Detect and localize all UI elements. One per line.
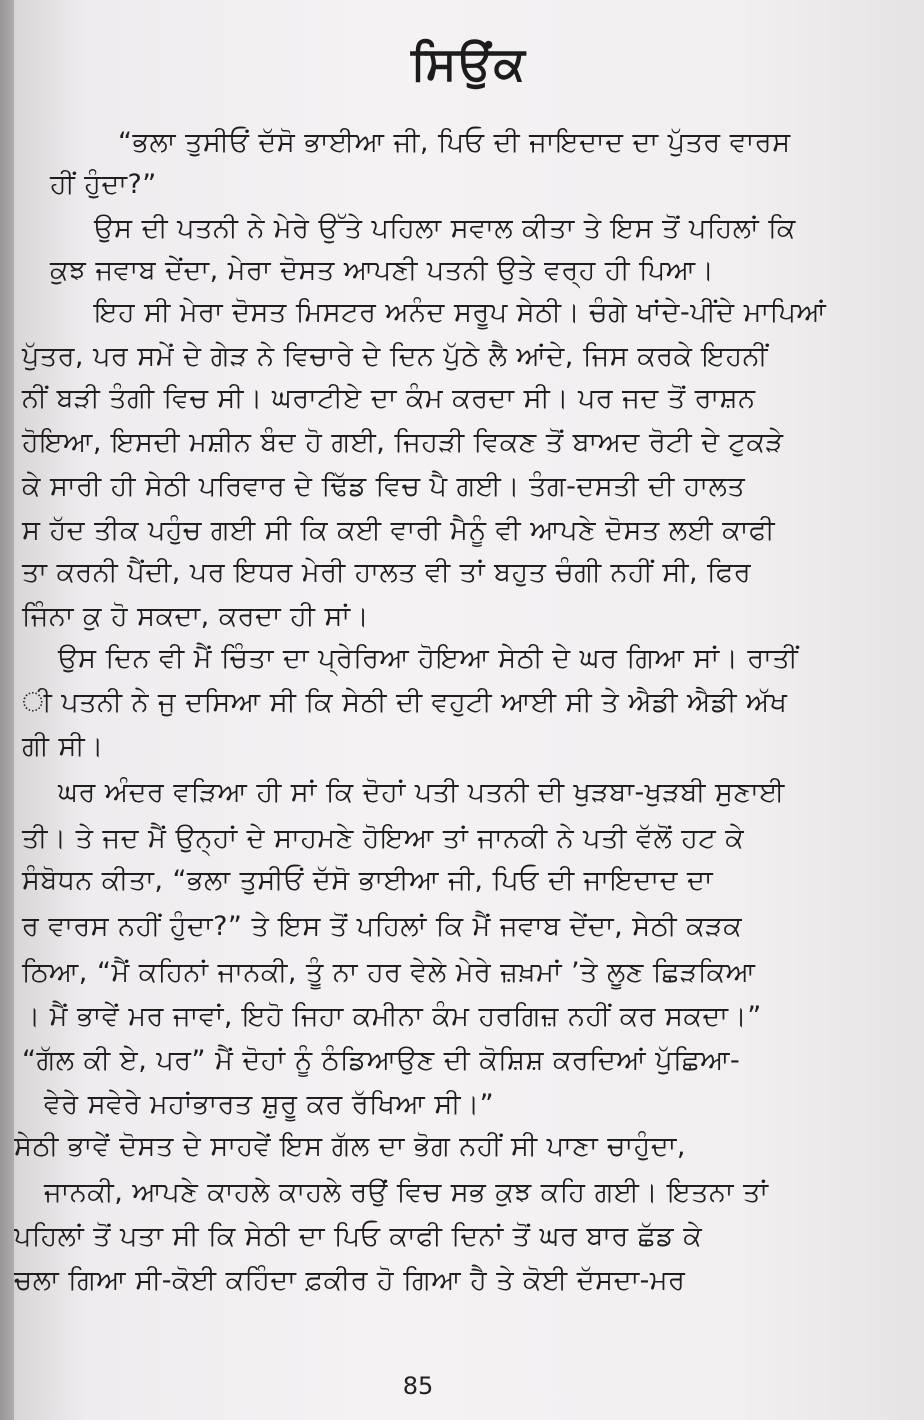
text-line: ਜਾਨਕੀ, ਆਪਣੇ ਕਾਹਲੇ ਕਾਹਲੇ ਰਉਂ ਵਿਚ ਸਭ ਕੁਝ ਕਹਿ ਗਈ। ਇਤਨਾ ਤਾਂ — [44, 1177, 769, 1208]
body-text — [14, 0, 924, 1380]
text-line: ਚਲਾ ਗਿਆ ਸੀ-ਕੋਈ ਕਹਿੰਦਾ ਫ਼ਕੀਰ ਹੋ ਗਿਆ ਹੈ ਤੇ ਕੋਈ ਦੱਸਦਾ-ਮਰ — [14, 1265, 686, 1296]
text-line: ਕੇ ਸਾਰੀ ਹੀ ਸੇਠੀ ਪਰਿਵਾਰ ਦੇ ਢਿੱਡ ਵਿਚ ਪੈ ਗਈ। ਤੰਗ-ਦਸਤੀ ਦੀ ਹਾਲਤ — [22, 471, 746, 502]
text-line: ਜਿੰਨਾ ਕੁ ਹੋ ਸਕਦਾ, ਕਰਦਾ ਹੀ ਸਾਂ। — [22, 601, 370, 632]
page-title: ਸਿਉਂਕ — [410, 36, 528, 90]
text-line: ਤਾ ਕਰਨੀ ਪੈਂਦੀ, ਪਰ ਇਧਰ ਮੇਰੀ ਹਾਲਤ ਵੀ ਤਾਂ ਬਹੁਤ ਚੰਗੀ ਨਹੀਂ ਸੀ, ਫਿਰ — [22, 557, 752, 588]
text-line: “ਗੱਲ ਕੀ ਏ, ਪਰ” ਮੈਂ ਦੋਹਾਂ ਨੂੰ ਠੰਡਿਆਉਣ ਦੀ ਕੋਸ਼ਿਸ਼ ਕਰਦਿਆਂ ਪੁੱਛਿਆ- — [22, 1045, 741, 1076]
text-line: ਸੰਬੋਧਨ ਕੀਤਾ, “ਭਲਾ ਤੁਸੀਓਂ ਦੱਸੋ ਭਾਈਆ ਜੀ, ਪਿਓ ਦੀ ਜਾਇਦਾਦ ਦਾ — [22, 865, 714, 896]
text-line: ਉਸ ਦੀ ਪਤਨੀ ਨੇ ਮੇਰੇ ਉੱਤੇ ਪਹਿਲਾ ਸਵਾਲ ਕੀਤਾ ਤੇ ਇਸ ਤੋਂ ਪਹਿਲਾਂ ਕਿ — [94, 213, 796, 244]
text-line: “ਭਲਾ ਤੁਸੀਓਂ ਦੱਸੋ ਭਾਈਆ ਜੀ, ਪਿਓ ਦੀ ਜਾਇਦਾਦ ਦਾ ਪੁੱਤਰ ਵਾਰਸ — [118, 127, 791, 158]
text-line: ਸ ਹੱਦ ਤੀਕ ਪਹੁੰਚ ਗਈ ਸੀ ਕਿ ਕਈ ਵਾਰੀ ਮੈਨੂੰ ਵੀ ਆਪਣੇ ਦੋਸਤ ਲਈ ਕਾਫੀ — [22, 515, 776, 546]
text-line: ਸੇਠੀ ਭਾਵੇਂ ਦੋਸਤ ਦੇ ਸਾਹਵੇਂ ਇਸ ਗੱਲ ਦਾ ਭੋਗ ਨਹੀਂ ਸੀ ਪਾਣਾ ਚਾਹੁੰਦਾ, — [14, 1131, 686, 1162]
text-line: ਰ ਵਾਰਸ ਨਹੀਂ ਹੁੰਦਾ?” ਤੇ ਇਸ ਤੋਂ ਪਹਿਲਾਂ ਕਿ ਮੈਂ ਜਵਾਬ ਦੇਂਦਾ, ਸੇਠੀ ਕੜਕ — [22, 911, 743, 942]
text-line: ਇਹ ਸੀ ਮੇਰਾ ਦੋਸਤ ਮਿਸਟਰ ਅਨੰਦ ਸਰੂਪ ਸੇਠੀ। ਚੰਗੇ ਖਾਂਦੇ-ਪੀਂਦੇ ਮਾਪਿਆਂ — [94, 297, 827, 328]
text-line: ਉਸ ਦਿਨ ਵੀ ਮੈਂ ਚਿੰਤਾ ਦਾ ਪ੍ਰੇਰਿਆ ਹੋਇਆ ਸੇਠੀ ਦੇ ਘਰ ਗਿਆ ਸਾਂ। ਰਾਤੀਂ — [58, 643, 799, 674]
text-line: ਘਰ ਅੰਦਰ ਵੜਿਆ ਹੀ ਸਾਂ ਕਿ ਦੋਹਾਂ ਪਤੀ ਪਤਨੀ ਦੀ ਖੁੜਬਾ-ਖੁੜਬੀ ਸੁਣਾਈ — [58, 777, 785, 808]
page-number: 85 — [402, 1372, 434, 1400]
text-line: ੀ ਪਤਨੀ ਨੇ ਜੁ ਦਸਿਆ ਸੀ ਕਿ ਸੇਠੀ ਦੀ ਵਹੁਟੀ ਆਈ ਸੀ ਤੇ ਐਡੀ ਐਡੀ ਅੱਖ — [22, 687, 788, 718]
text-line: ਕੁਝ ਜਵਾਬ ਦੇਂਦਾ, ਮੇਰਾ ਦੋਸਤ ਆਪਣੀ ਪਤਨੀ ਉਤੇ ਵਰ੍ਹ ਹੀ ਪਿਆ। — [50, 255, 715, 286]
text-line: । ਮੈਂ ਭਾਵੇਂ ਮਰ ਜਾਵਾਂ, ਇਹੋ ਜਿਹਾ ਕਮੀਨਾ ਕੰਮ ਹਰਗਿਜ਼ ਨਹੀਂ ਕਰ ਸਕਦਾ।” — [22, 1001, 762, 1032]
text-line: ਗੀ ਸੀ। — [22, 731, 104, 762]
text-line: ਤੀ। ਤੇ ਜਦ ਮੈਂ ਉਨ੍ਹਾਂ ਦੇ ਸਾਹਮਣੇ ਹੋਇਆ ਤਾਂ ਜਾਨਕੀ ਨੇ ਪਤੀ ਵੱਲੋਂ ਹਟ ਕੇ — [22, 823, 745, 854]
text-line: ਪੁੱਤਰ, ਪਰ ਸਮੇਂ ਦੇ ਗੇੜ ਨੇ ਵਿਚਾਰੇ ਦੇ ਦਿਨ ਪੁੱਠੇ ਲੈ ਆਂਦੇ, ਜਿਸ ਕਰਕੇ ਇਹਨੀਂ — [22, 341, 769, 372]
text-line: ਹੋਇਆ, ਇਸਦੀ ਮਸ਼ੀਨ ਬੰਦ ਹੋ ਗਈ, ਜਿਹੜੀ ਵਿਕਣ ਤੋਂ ਬਾਅਦ ਰੋਟੀ ਦੇ ਟੁਕੜੇ — [22, 427, 784, 458]
text-line: ਠਿਆ, “ਮੈਂ ਕਹਿਨਾਂ ਜਾਨਕੀ, ਤੂੰ ਨਾ ਹਰ ਵੇਲੇ ਮੇਰੇ ਜ਼ਖ਼ਮਾਂ ’ਤੇ ਲੂਣ ਛਿੜਕਿਆ — [22, 957, 756, 988]
text-line: ਵੇਰੇ ਸਵੇਰੇ ਮਹਾਂਭਾਰਤ ਸ਼ੁਰੂ ਕਰ ਰੱਖਿਆ ਸੀ।” — [44, 1089, 495, 1120]
text-line: ਹੀਂ ਹੁੰਦਾ?” — [50, 169, 157, 200]
book-page — [14, 0, 924, 1420]
text-line: ਪਹਿਲਾਂ ਤੋਂ ਪਤਾ ਸੀ ਕਿ ਸੇਠੀ ਦਾ ਪਿਓ ਕਾਫੀ ਦਿਨਾਂ ਤੋਂ ਘਰ ਬਾਰ ਛੱਡ ਕੇ — [14, 1221, 703, 1252]
text-line: ਨੀਂ ਬੜੀ ਤੰਗੀ ਵਿਚ ਸੀ। ਘਰਾਟੀਏ ਦਾ ਕੰਮ ਕਰਦਾ ਸੀ। ਪਰ ਜਦ ਤੋਂ ਰਾਸ਼ਨ — [22, 383, 756, 414]
